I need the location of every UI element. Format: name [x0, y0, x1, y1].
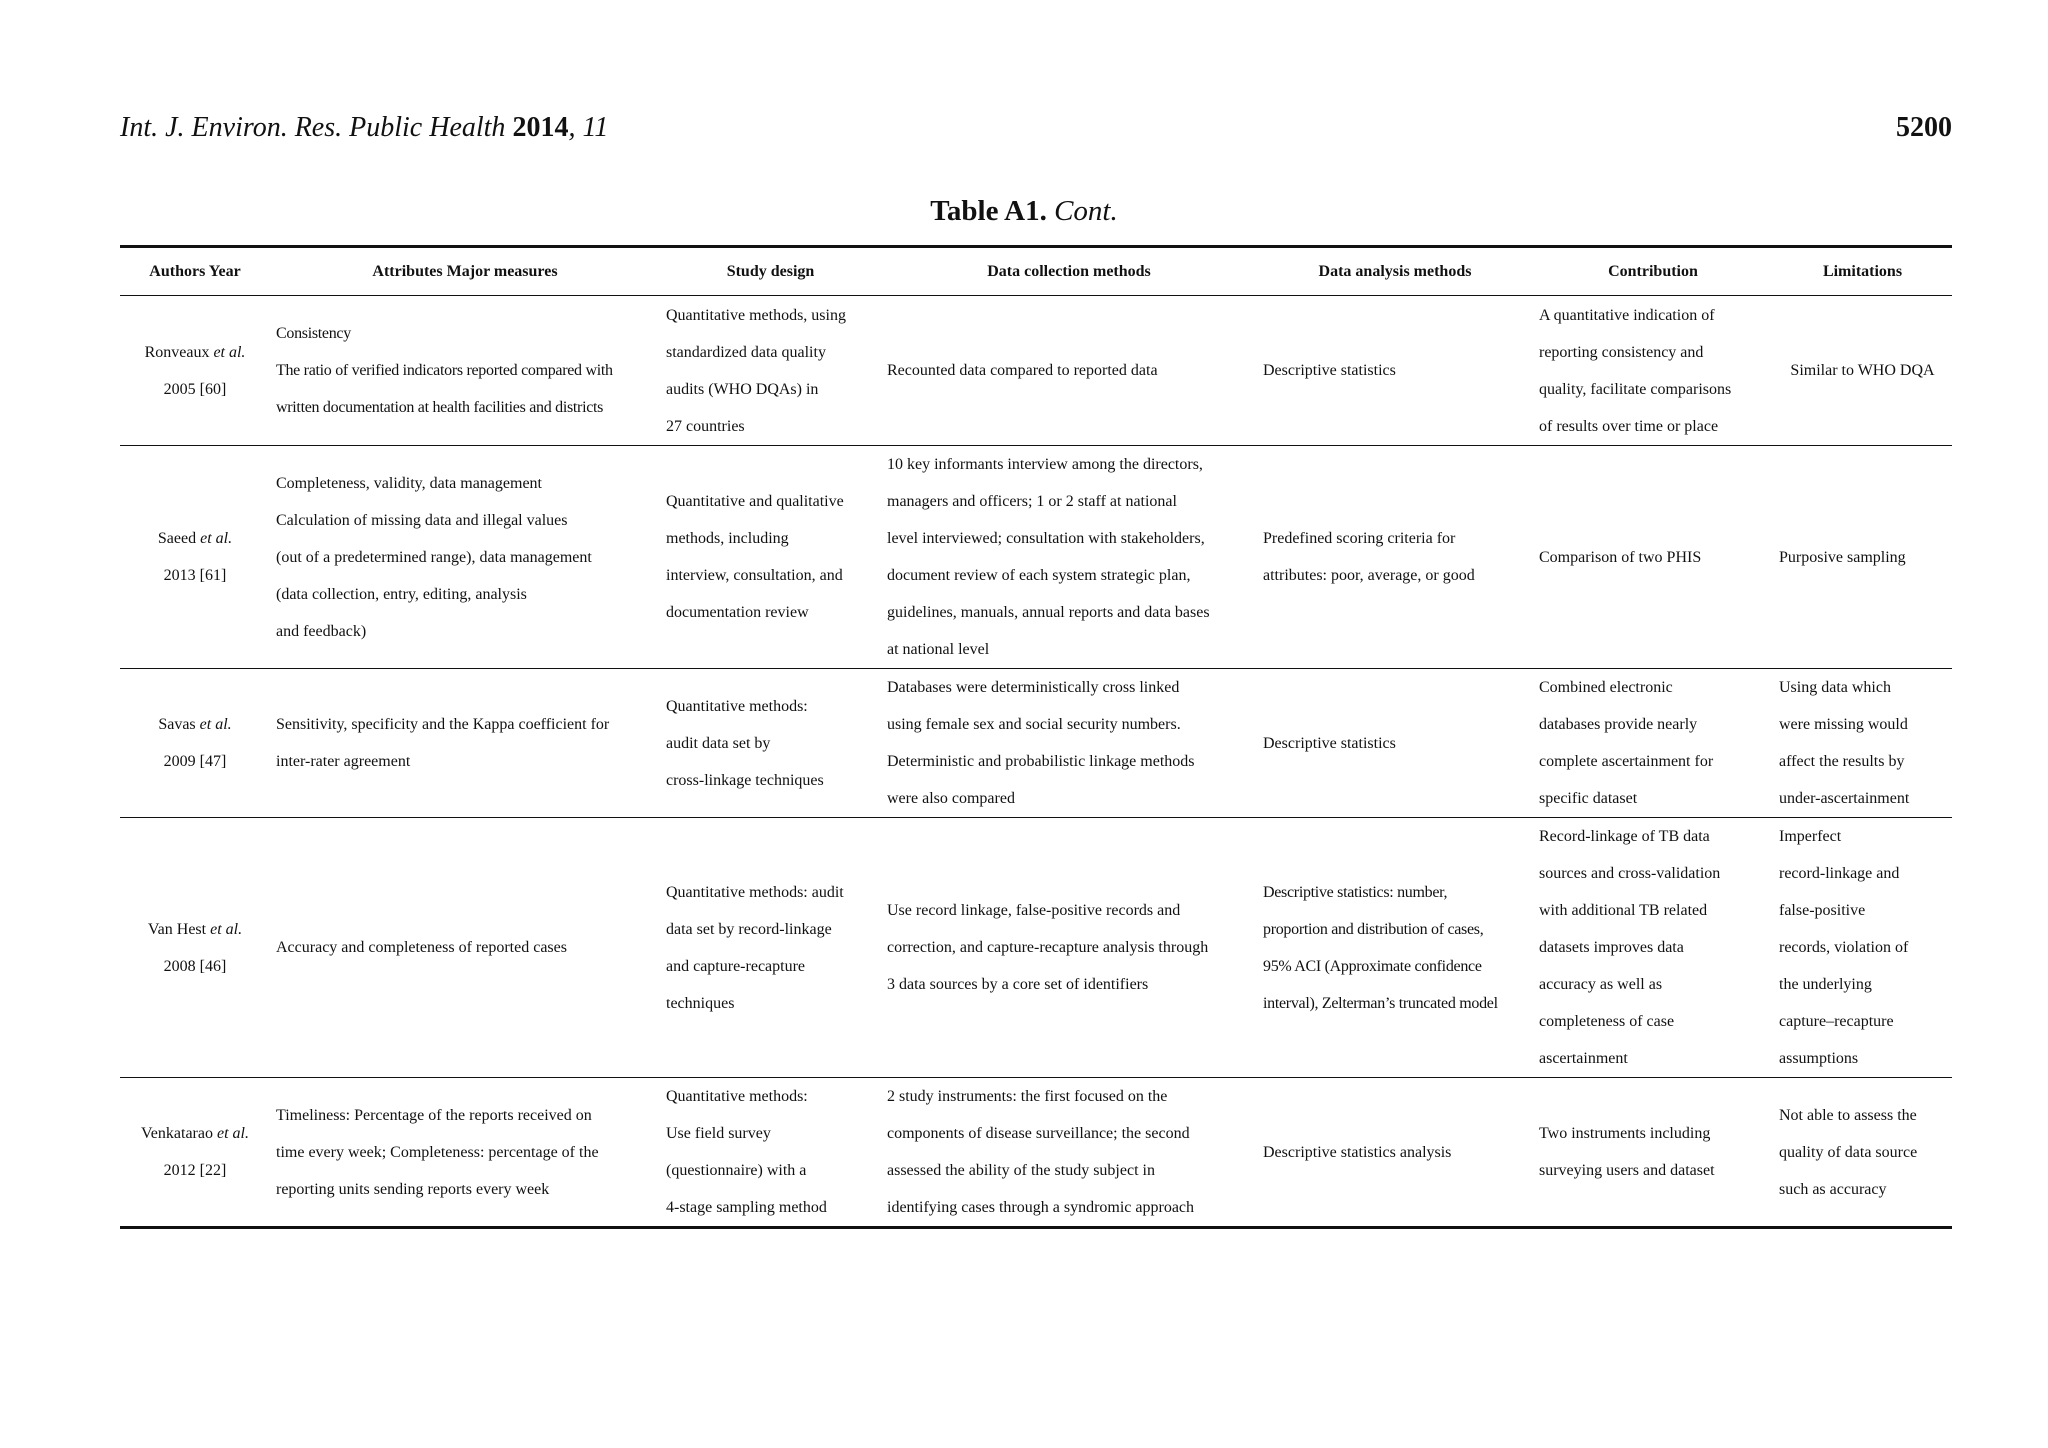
column-header-attributes: Attributes Major measures: [270, 247, 660, 296]
author-name: Saeed: [157, 530, 197, 547]
author-etal: et al.: [200, 530, 233, 547]
cell-data-analysis: Descriptive statistics: [1257, 296, 1533, 446]
column-header-authors-year: Authors Year: [120, 247, 270, 296]
header-separator: ,: [568, 112, 576, 143]
author-ref: 2009 [47]: [163, 753, 227, 770]
column-header-study-design: Study design: [660, 247, 881, 296]
cell-attributes: Consistency The ratio of verified indicators reported compared with written documentation at health facilities and districts: [270, 296, 660, 446]
cell-attributes: Sensitivity, specificity and the Kappa coefficient for inter-rater agreement: [270, 669, 660, 818]
author-etal: et al.: [210, 920, 243, 938]
cell-data-collection: Recounted data compared to reported data: [881, 296, 1257, 446]
cell-study-design: Quantitative methods: Use field survey (questionnaire) with a 4-stage sampling method: [660, 1078, 881, 1228]
cell-contribution: Record-linkage of TB data sources and cross-validation with additional TB related datasets improves data accuracy as well as completeness of case ascertainment: [1533, 818, 1773, 1078]
table-row: [120, 669, 1952, 818]
cell-author: [120, 1078, 270, 1228]
cell-study-design: Quantitative and qualitative methods, including interview, consultation, and documentation review: [660, 446, 881, 669]
cell-limitations: Similar to WHO DQA: [1773, 296, 1952, 446]
cell-data-analysis: Descriptive statistics: [1257, 669, 1533, 818]
cell-author: [120, 818, 270, 1078]
cell-study-design: Quantitative methods, using standardized data quality audits (WHO DQAs) in 27 countries: [660, 296, 881, 446]
page-number: 5200: [1896, 112, 1952, 143]
column-header-limitations: Limitations: [1773, 247, 1952, 296]
column-header-data-collection: Data collection methods: [881, 247, 1257, 296]
cell-contribution: A quantitative indication of reporting consistency and quality, facilitate comparisons of results over time or place: [1533, 296, 1773, 446]
table-header-row: [120, 247, 1952, 296]
cell-attributes: Accuracy and completeness of reported cases: [270, 818, 660, 1078]
author-ref: 2012 [22]: [163, 1162, 227, 1179]
table-row: [120, 818, 1952, 1078]
cell-data-collection: 2 study instruments: the first focused on the components of disease surveillance; the second assessed the ability of the study subject in identifying cases through a syndromic approach: [881, 1078, 1257, 1228]
cell-study-design: Quantitative methods: audit data set by record-linkage and capture-recapture techniques: [660, 818, 881, 1078]
author-ref: 2008 [46]: [163, 957, 227, 975]
cell-data-analysis: Descriptive statistics analysis: [1257, 1078, 1533, 1228]
table-row: [120, 446, 1952, 669]
table-row: [120, 296, 1952, 446]
cell-limitations: Purposive sampling: [1773, 446, 1952, 669]
author-name: Savas: [158, 716, 196, 733]
cell-limitations: Not able to assess the quality of data source such as accuracy: [1773, 1078, 1952, 1228]
author-etal: et al.: [213, 343, 246, 361]
journal-name: Int. J. Environ. Res. Public Health: [120, 112, 506, 143]
cell-limitations: Using data which were missing would affect the results by under-ascertainment: [1773, 669, 1952, 818]
column-header-data-analysis: Data analysis methods: [1257, 247, 1533, 296]
journal-volume: 11: [582, 112, 609, 143]
cell-contribution: Comparison of two PHIS: [1533, 446, 1773, 669]
cell-data-analysis: Descriptive statistics: number, proportion and distribution of cases, 95% ACI (Approximate confidence interval), Zelterman’s truncated model: [1257, 818, 1533, 1078]
author-etal: et al.: [199, 716, 232, 733]
author-ref: 2005 [60]: [163, 380, 227, 398]
cell-data-collection: Databases were deterministically cross linked using female sex and social security numbers. Deterministic and probabilistic linkage methods were also compared: [881, 669, 1257, 818]
running-head: [120, 112, 608, 144]
table-label: Table A1.: [930, 195, 1047, 227]
author-name: Venkatarao: [141, 1125, 213, 1142]
table-cont: Cont.: [1054, 195, 1118, 227]
cell-author: [120, 296, 270, 446]
author-ref: 2013 [61]: [163, 567, 227, 584]
cell-author: [120, 669, 270, 818]
author-name: Van Hest: [147, 920, 207, 938]
cell-limitations: Imperfect record-linkage and false-positive records, violation of the underlying capture–recapture assumptions: [1773, 818, 1952, 1078]
column-header-contribution: Contribution: [1533, 247, 1773, 296]
cell-author: [120, 446, 270, 669]
cell-data-collection: Use record linkage, false-positive records and correction, and capture-recapture analysis through 3 data sources by a core set of identifiers: [881, 818, 1257, 1078]
author-name: Ronveaux: [144, 343, 210, 361]
cell-contribution: Two instruments including surveying users and dataset: [1533, 1078, 1773, 1228]
journal-year: 2014: [512, 112, 569, 143]
author-etal: et al.: [216, 1125, 249, 1142]
table-row: [120, 1078, 1952, 1228]
data-table: [120, 245, 1952, 1229]
cell-data-analysis: Predefined scoring criteria for attributes: poor, average, or good: [1257, 446, 1533, 669]
cell-study-design: Quantitative methods: audit data set by cross-linkage techniques: [660, 669, 881, 818]
cell-contribution: Combined electronic databases provide nearly complete ascertainment for specific dataset: [1533, 669, 1773, 818]
cell-attributes: Timeliness: Percentage of the reports received on time every week; Completeness: percentage of the reporting units sending reports every week: [270, 1078, 660, 1228]
cell-data-collection: 10 key informants interview among the directors, managers and officers; 1 or 2 staff at national level interviewed; consultation with stakeholders, document review of each system strategic plan, guidelines, manuals, annual reports and data bases at national level: [881, 446, 1257, 669]
cell-attributes: Completeness, validity, data management Calculation of missing data and illegal values (out of a predetermined range), data management (data collection, entry, editing, analysis and feedback): [270, 446, 660, 669]
table-title: [0, 195, 2048, 228]
